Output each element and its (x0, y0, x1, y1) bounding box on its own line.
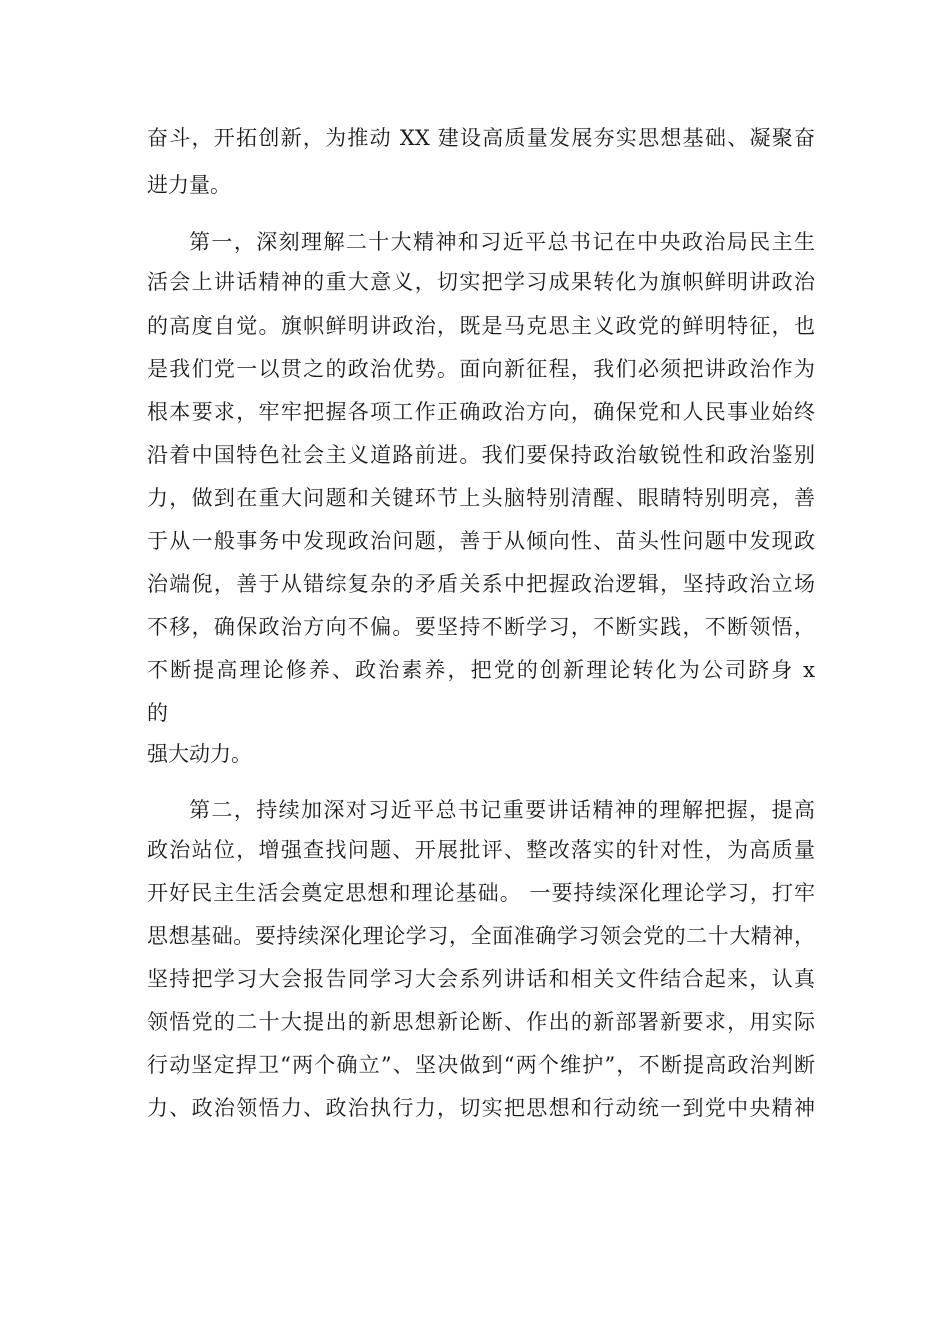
text-line-10: 于从一般事务中发现政治问题，善于从倾向性、苗头性问题中发现政 (147, 529, 815, 553)
text-line-1: 奋斗，开拓创新，为推动 XX 建设高质量发展夯实思想基础、凝聚奋 (147, 126, 815, 150)
text-line-4: 活会上讲话精神的重大意义，切实把学习成果转化为旗帜鲜明讲政治 (147, 270, 815, 294)
text-line-15: 强大动力。 (147, 742, 252, 766)
text-line-19: 思想基础。要持续深化理论学习，全面准确学习领会党的二十大精神， (147, 924, 815, 948)
text-line-2: 进力量。 (147, 173, 231, 197)
text-line-17: 政治站位，增强查找问题、开展批评、整改落实的针对性，为高质量 (147, 838, 815, 862)
text-line-20: 坚持把学习大会报告同学习大会系列讲话和相关文件结合起来，认真 (147, 967, 815, 991)
text-line-21: 领悟党的二十大提出的新思想新论断、作出的新部署新要求，用实际 (147, 1010, 815, 1034)
text-line-13: 不断提高理论修养、政治素养，把党的创新理论转化为公司跻身 x (147, 658, 815, 682)
text-line-14: 的 (147, 701, 168, 725)
text-line-5: 的高度自觉。旗帜鲜明讲政治，既是马克思主义政党的鲜明特征，也 (147, 314, 815, 338)
text-line-12: 不移，确保政治方向不偏。要坚持不断学习，不断实践，不断领悟， (147, 615, 815, 639)
text-line-7: 根本要求，牢牢把握各项工作正确政治方向，确保党和人民事业始终 (147, 400, 815, 424)
text-line-3: 第一，深刻理解二十大精神和习近平总书记在中央政治局民主生 (189, 230, 815, 254)
text-line-6: 是我们党一以贯之的政治优势。面向新征程，我们必须把讲政治作为 (147, 357, 815, 381)
text-line-18: 开好民主生活会奠定思想和理论基础。 一要持续深化理论学习，打牢 (147, 881, 815, 905)
text-line-11: 治端倪，善于从错综复杂的矛盾关系中把握政治逻辑，坚持政治立场 (147, 572, 815, 596)
text-line-16: 第二，持续加深对习近平总书记重要讲话精神的理解把握，提高 (189, 798, 815, 822)
text-line-23: 力、政治领悟力、政治执行力，切实把思想和行动统一到党中央精神 (147, 1096, 815, 1120)
text-line-8: 沿着中国特色社会主义道路前进。我们要保持政治敏锐性和政治鉴别 (147, 443, 815, 467)
text-line-22: 行动坚定捍卫“两个确立”、坚决做到“两个维护”，不断提高政治判断 (147, 1053, 815, 1077)
text-line-9: 力，做到在重大问题和关键环节上头脑特别清醒、眼睛特别明亮，善 (147, 486, 815, 510)
